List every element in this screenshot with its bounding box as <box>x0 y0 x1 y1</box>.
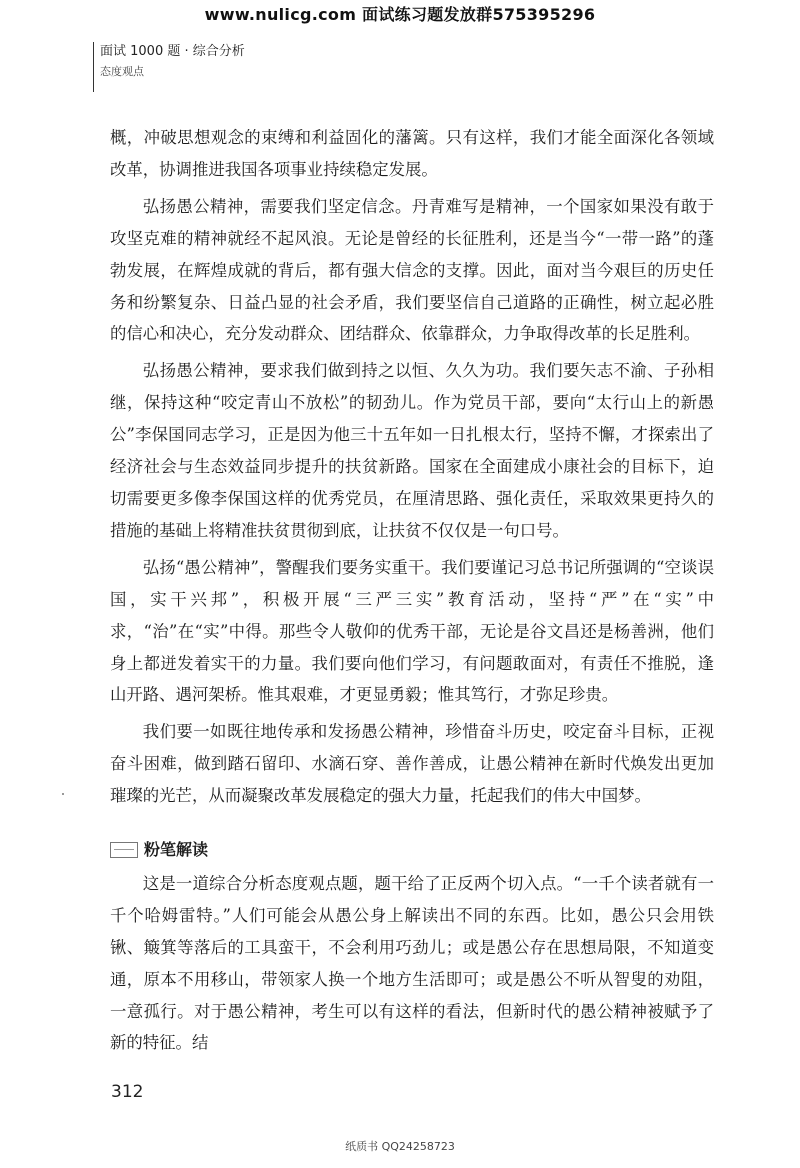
chalk-logo-icon <box>110 842 138 858</box>
analysis-paragraph: 这是一道综合分析态度观点题，题干给了正反两个切入点。“一千个读者就有一千个哈姆雷特。”人们可能会从愚公身上解读出不同的东西。比如，愚公只会用铁锹、簸箕等落后的工具蛮干，不会利用巧劲儿；或是愚公存在思想局限，不知道变通，原本不用移山，带领家人换一个地方生活即可；或是愚公不听从智叟的劝阻，一意孤行。对于愚公精神，考生可以有这样的看法，但新时代的愚公精神被赋予了新的特征。结 <box>110 873 714 1053</box>
footer-note: 纸质书 QQ24258723 <box>345 1140 455 1153</box>
analysis-heading-text: 粉笔解读 <box>144 840 209 860</box>
paragraph-2: 弘扬愚公精神，需要我们坚定信念。丹青难写是精神，一个国家如果没有敢于攻坚克难的精神就经不起风浪。无论是曾经的长征胜利，还是当今“一带一路”的蓬勃发展，在辉煌成就的背后，都有强大信念的支撑。因此，面对当今艰巨的历史任务和纷繁复杂、日益凸显的社会矛盾，我们要坚信自己道路的正确性，树立起必胜的信心和决心，充分发动群众、团结群众、依靠群众，力争取得改革的长足胜利。 <box>110 196 714 344</box>
running-header <box>93 42 245 92</box>
paragraph-1: 概，冲破思想观念的束缚和利益固化的藩篱。只有这样，我们才能全面深化各领域改革，协调推进我国各项事业持续稳定发展。 <box>110 128 714 179</box>
watermark-banner: www.nulicg.com 面试练习题发放群575395296 <box>204 5 596 24</box>
paragraph-3: 弘扬愚公精神，要求我们做到持之以恒、久久为功。我们要矢志不渝、子孙相继，保持这种“咬定青山不放松”的韧劲儿。作为党员干部，要向“太行山上的新愚公”李保国同志学习，正是因为他三十五年如一日扎根太行，坚持不懈，才探索出了经济社会与生态效益同步提升的扶贫新路。国家在全面建成小康社会的目标下，迫切需要更多像李保国这样的优秀党员，在厘清思路、强化责任，采取效果更持久的措施的基础上将精准扶贫贯彻到底，让扶贫不仅仅是一句口号。 <box>110 361 714 540</box>
book-title: 面试 1000 题 · 综合分析 <box>100 44 245 59</box>
analysis-heading <box>110 834 714 866</box>
scan-speck <box>62 793 64 795</box>
paragraph-5: 我们要一如既往地传承和发扬愚公精神，珍惜奋斗历史，咬定奋斗目标，正视奋斗困难，做到踏石留印、水滴石穿、善作善成，让愚公精神在新时代焕发出更加璀璨的光芒，从而凝聚改革发展稳定的强大力量，托起我们的伟大中国梦。 <box>110 722 714 806</box>
paragraph-4: 弘扬“愚公精神”，警醒我们要务实重干。我们要谨记习总书记所强调的“空谈误国，实干兴邦”，积极开展“三严三实”教育活动，坚持“严”在“实”中求，“治”在“实”中得。那些令人敬仰的优秀干部，无论是谷文昌还是杨善洲，他们身上都迸发着实干的力量。我们要向他们学习，有问题敢面对，有责任不推脱，逢山开路、遇河架桥。惟其艰难，才更显勇毅；惟其笃行，才弥足珍贵。 <box>110 557 714 705</box>
page-number: 312 <box>111 1082 144 1102</box>
section-title: 态度观点 <box>100 65 144 78</box>
page-body <box>110 122 714 1064</box>
